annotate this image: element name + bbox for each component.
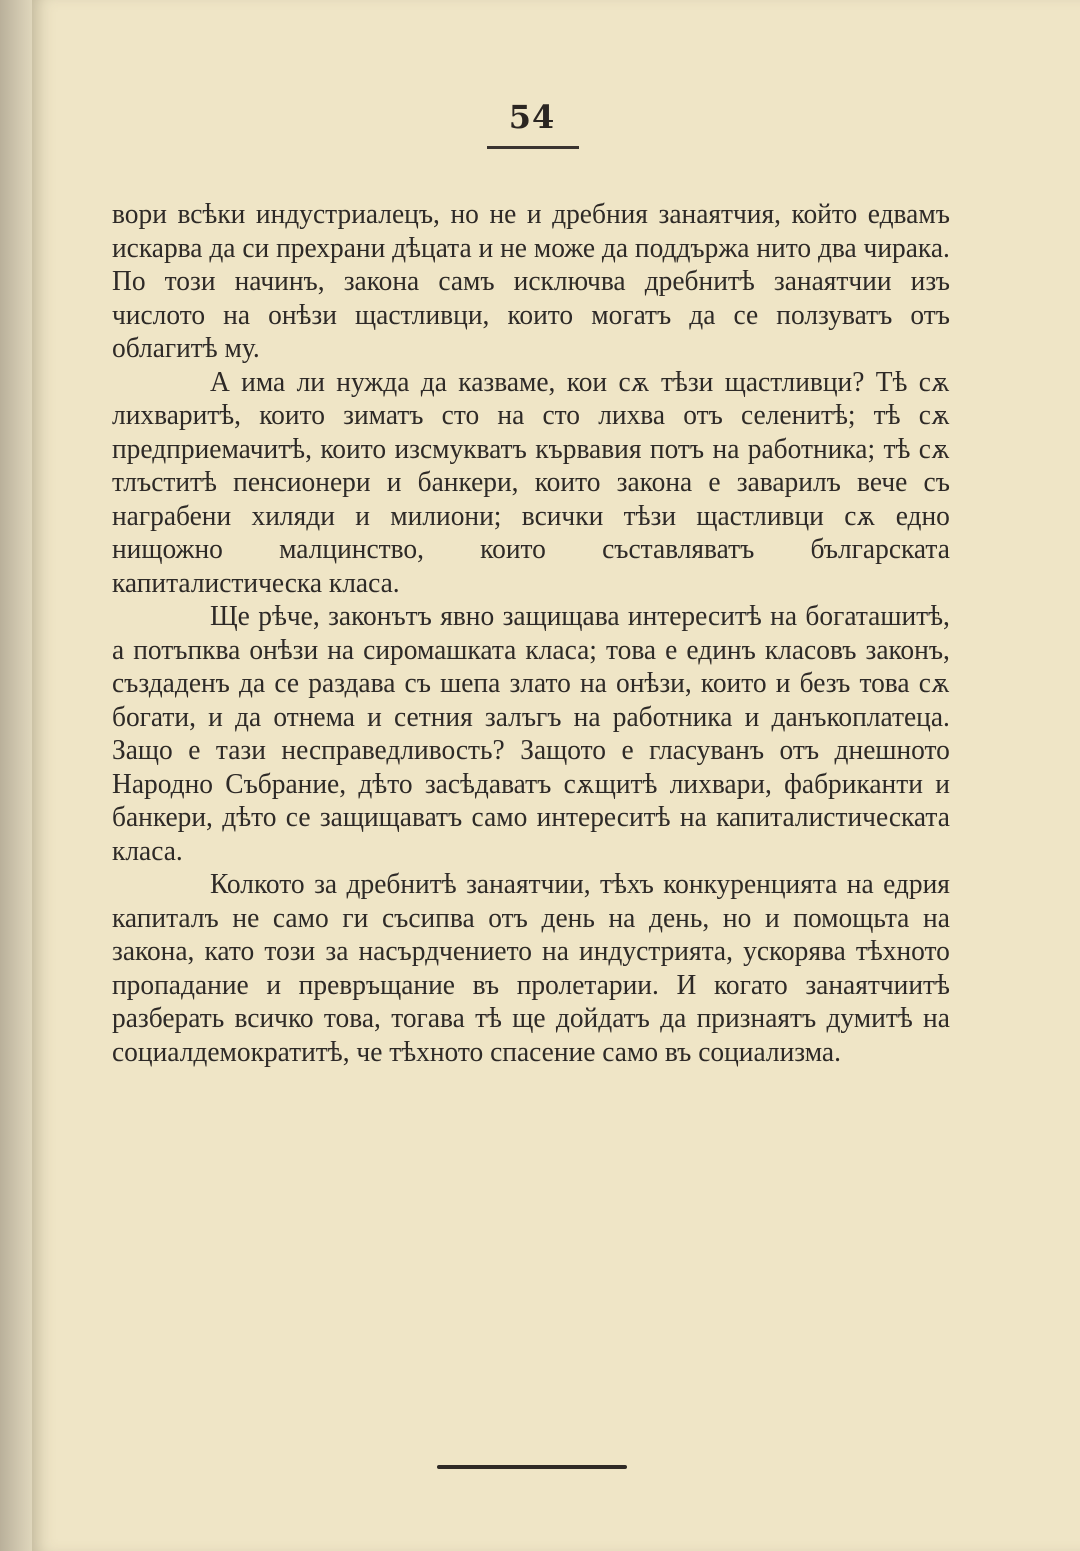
paragraph-4: Колкото за дребнитѣ занаятчии, тѣхъ конкуренцията на едрия капиталъ не само ги съсипва отъ день на день, но и помощьта на закона, като този за насърдчението на индустрията, ускорява тѣхното пропадание и превръщание въ пролетарии. И когато занаятчиитѣ разберать всичко това, тогава тѣ ще дойдатъ да признаятъ думитѣ на социалдемократитѣ, че тѣхното спасение само въ социализма. xyxy=(112,869,950,1068)
paragraph-3: Ще рѣче, законътъ явно защищава интереситѣ на богаташитѣ, а потъпква онѣзи на сиромашката класа; това е единъ класовъ законъ, създаденъ да се раздава съ шепа злато на онѣзи, които и безъ това сѫ богати, и да отнема и сетния залъгъ на работника и данъкоплатеца. Защо е тази несправедливость? Защото е гласуванъ отъ днешното Народно Събрание, дѣто засѣдаватъ сѫщитѣ лихвари, фабриканти и банкери, дѣто се защищаватъ само интереситѣ на капиталистическата класа. xyxy=(112,601,950,867)
paragraph-1: вори всѣки индустриалецъ, но не и дребния занаятчия, който едвамъ искарва да си прехрани дѣцата и не може да поддържа нито два чирака. По този начинъ, закона самъ исключва дребнитѣ занаятчии изъ числото на онѣзи щастливци, които могатъ да се ползуватъ отъ облагитѣ му. xyxy=(112,199,950,364)
page-number-underline xyxy=(487,146,579,149)
page-number: 54 xyxy=(508,98,556,136)
chapter-end-rule xyxy=(437,1465,627,1469)
book-page xyxy=(32,0,1080,1551)
paragraph-2: А има ли нужда да казваме, кои сѫ тѣзи щастливци? Тѣ сѫ лихваритѣ, които зиматъ сто на сто лихва отъ селенитѣ; тѣ сѫ предприемачитѣ, които изсмукватъ кървавия потъ на работника; тѣ сѫ тлъститѣ пенсионери и банкери, които закона е заварилъ вече съ награбени хиляди и милиони; всички тѣзи щастливци сѫ едно нищожно малцинство, които съставляватъ българската капиталистическа класа. xyxy=(112,366,950,599)
page-body-text xyxy=(112,198,950,1069)
